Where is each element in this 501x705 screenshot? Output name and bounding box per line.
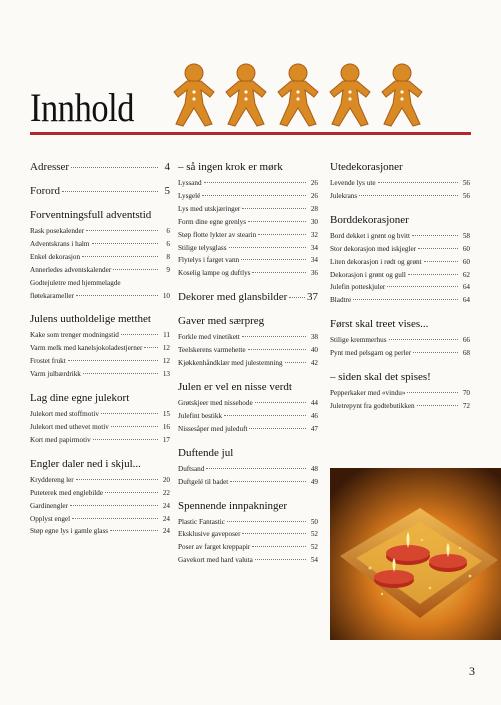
- gingerbread-figure-icon: [222, 62, 270, 128]
- section-heading: Gaver med særpreg: [178, 315, 265, 328]
- toc-section: [30, 160, 170, 174]
- dot-leader: [70, 504, 158, 506]
- dot-leader: [83, 372, 158, 374]
- entry-page: 16: [162, 422, 170, 431]
- toc-entry: [30, 368, 170, 381]
- entry-title: Adventskrans i halm: [30, 239, 90, 248]
- entry-title: Varm julbærdrikk: [30, 370, 81, 379]
- entry-page: 17: [162, 435, 170, 444]
- toc-entry: [30, 500, 170, 513]
- entry-page: 58: [462, 231, 470, 240]
- entry-page: 47: [310, 424, 318, 433]
- dot-leader: [82, 255, 158, 257]
- section-heading: – siden skal det spises!: [330, 371, 431, 384]
- dot-leader: [101, 412, 158, 414]
- entry-title: Levende lys ute: [330, 179, 376, 187]
- dot-leader: [230, 480, 306, 482]
- section-heading: Borddekorasjoner: [330, 213, 409, 226]
- toc-column-1: [30, 160, 170, 548]
- toc-section: [30, 312, 170, 381]
- dot-leader: [227, 520, 306, 522]
- entry-title: Duftgelé til badet: [178, 477, 229, 486]
- dot-leader: [202, 194, 306, 196]
- toc-entry: [178, 203, 318, 216]
- dot-leader: [285, 361, 306, 363]
- entry-page: 30: [310, 217, 318, 226]
- toc-entry: [30, 525, 170, 538]
- dot-leader: [408, 273, 458, 275]
- toc-entry: [178, 410, 318, 423]
- entry-page: 24: [162, 514, 170, 523]
- dot-leader: [417, 404, 458, 406]
- dot-leader: [224, 414, 306, 416]
- entry-title: Duftsand: [178, 464, 205, 473]
- entry-page: 70: [462, 389, 470, 398]
- entry-title: Julekrans: [330, 191, 358, 200]
- dot-leader: [413, 351, 458, 353]
- entry-title: Rask posekalender: [30, 227, 85, 235]
- toc-entry: [178, 541, 318, 554]
- dot-leader: [93, 438, 158, 440]
- entry-title: Julefin potteskjuler: [330, 283, 386, 292]
- toc-section: [178, 160, 318, 280]
- entry-page: 44: [310, 398, 318, 407]
- entry-title: Varm melk med kanelsjokoladestjerner: [30, 344, 143, 353]
- entry-title: Enkel dekorasjon: [30, 252, 81, 261]
- toc-section: [30, 457, 170, 539]
- dot-leader: [111, 425, 158, 427]
- entry-page: 10: [162, 291, 170, 300]
- dot-leader: [389, 338, 459, 340]
- dot-leader: [418, 247, 458, 249]
- toc-section: [330, 160, 470, 203]
- entry-title: Lys med utskjæringer: [178, 204, 241, 213]
- toc-entry: [30, 329, 170, 342]
- dot-leader: [68, 359, 158, 361]
- entry-title: Teelskerens varmehette: [178, 346, 246, 355]
- entry-title: Julefint bestikk: [178, 411, 223, 420]
- entry-title: Kryddereng ler: [30, 475, 74, 484]
- entry-page: 64: [462, 296, 470, 305]
- entry-page: 37: [307, 291, 318, 304]
- entry-page: 72: [462, 401, 470, 410]
- section-heading: Julens uutholdelige metthet: [30, 313, 151, 326]
- toc-entry: [30, 487, 170, 500]
- dot-leader: [86, 229, 158, 231]
- toc-section: [30, 184, 170, 198]
- entry-title: Nissesåper med juleduft: [178, 424, 248, 433]
- toc-column-2: [178, 160, 318, 577]
- dot-leader: [249, 427, 306, 429]
- entry-page: 52: [310, 543, 318, 552]
- toc-entry: [178, 357, 318, 370]
- entry-title: Bladtre: [330, 296, 352, 305]
- toc-entry: [178, 267, 318, 280]
- dot-leader: [121, 333, 158, 335]
- entry-page: 34: [310, 243, 318, 252]
- entry-title: Form dine egne grenlys: [178, 217, 247, 226]
- toc-entry: [178, 554, 318, 567]
- dot-leader: [110, 529, 158, 531]
- entry-title: Annerledes adventskalender: [30, 265, 112, 274]
- entry-page: 20: [162, 475, 170, 484]
- dot-leader: [76, 478, 158, 480]
- entry-title: Julekort med uthevet motiv: [30, 422, 109, 431]
- toc-section: [178, 446, 318, 489]
- dot-leader: [255, 558, 306, 560]
- toc-entry: [330, 281, 470, 294]
- dot-leader: [105, 491, 158, 493]
- toc-entry: [30, 421, 170, 434]
- toc-entry: [30, 408, 170, 421]
- dot-leader: [62, 190, 158, 192]
- toc-entry: [178, 290, 318, 304]
- entry-page: 26: [310, 191, 318, 200]
- toc-entry: [330, 243, 470, 256]
- dot-leader: [242, 335, 306, 337]
- toc-entry: [178, 216, 318, 229]
- toc-entry: [178, 190, 318, 203]
- toc-entry: [30, 264, 170, 277]
- entry-title: Stilige telysglass: [178, 243, 227, 252]
- dot-leader: [289, 296, 305, 298]
- toc-entry: [178, 528, 318, 541]
- toc-entry: [178, 516, 318, 529]
- toc-entry: [330, 230, 470, 243]
- entry-page: 6: [166, 239, 170, 248]
- entry-page: 24: [162, 527, 170, 536]
- entry-page: 48: [310, 464, 318, 473]
- entry-title: fløtekarameller: [30, 291, 74, 300]
- entry-page: 11: [163, 331, 170, 340]
- entry-title: Frostet frukt: [30, 357, 66, 366]
- gingerbread-figure-icon: [326, 62, 374, 128]
- entry-title: Lysgelé: [178, 191, 201, 200]
- title-rule: [30, 132, 471, 135]
- entry-title: Juletrepynt fra godtebutikken: [330, 401, 415, 410]
- entry-title: Dekorer med glansbilder: [178, 291, 288, 304]
- dot-leader: [248, 220, 306, 222]
- toc-entry: [330, 334, 470, 347]
- entry-title: Godtejuletre med hjemmelagde: [30, 278, 121, 287]
- entry-page: 52: [310, 530, 318, 539]
- toc-entry: [330, 256, 470, 269]
- entry-page: 46: [310, 411, 318, 420]
- entry-title: Pynt med pelsgarn og perler: [330, 349, 412, 358]
- entry-title: Stor dekorasjon med iskjegler: [330, 244, 417, 253]
- dot-leader: [242, 532, 306, 534]
- section-heading: – så ingen krok er mørk: [178, 161, 283, 173]
- entry-page: 56: [462, 179, 470, 187]
- entry-title: Gardinengler: [30, 501, 68, 510]
- toc-entry: [30, 342, 170, 355]
- toc-entry: [30, 184, 170, 198]
- toc-section: [178, 290, 318, 304]
- entry-page: 26: [310, 179, 318, 187]
- entry-title: Opplyst engel: [30, 514, 71, 523]
- toc-entry: [330, 347, 470, 360]
- entry-title: Flytelys i farget vann: [178, 256, 240, 265]
- toc-entry: [330, 190, 470, 203]
- toc-entry: [330, 269, 470, 282]
- entry-page: 36: [310, 269, 318, 278]
- section-heading: Spennende innpakninger: [178, 499, 288, 512]
- entry-page: 6: [166, 227, 170, 235]
- section-heading: Forventningsfull adventstid: [30, 209, 152, 221]
- dot-leader: [113, 268, 158, 270]
- toc-entry: [178, 476, 318, 489]
- candle-photo: [330, 468, 501, 640]
- entry-page: 12: [162, 357, 170, 366]
- entry-page: 8: [166, 252, 170, 261]
- entry-title: Forord: [30, 185, 60, 197]
- toc-entry: [178, 344, 318, 357]
- toc-entry: [330, 400, 470, 413]
- floating-candles-image: [330, 468, 501, 640]
- toc-entry: [30, 238, 170, 251]
- gingerbread-figure-icon: [170, 62, 218, 128]
- dot-leader: [72, 517, 158, 519]
- entry-title: Koselig lampe og duftlys: [178, 269, 251, 278]
- dot-leader: [206, 467, 306, 469]
- entry-page: 49: [310, 477, 318, 486]
- toc-section: [178, 380, 318, 436]
- toc-entry: [178, 331, 318, 344]
- dot-leader: [229, 246, 306, 248]
- entry-page: 62: [462, 270, 470, 279]
- entry-page: 50: [310, 517, 318, 526]
- entry-title: Pepperkaker med «vindu»: [330, 389, 406, 398]
- dot-leader: [353, 298, 458, 300]
- entry-page: 42: [310, 359, 318, 368]
- entry-title: Støp flotte lykter av stearin: [178, 230, 257, 239]
- entry-page: 68: [462, 349, 470, 358]
- entry-page: 32: [310, 230, 318, 239]
- toc-entry: [30, 160, 170, 174]
- entry-page: 34: [310, 256, 318, 265]
- entry-page: 64: [462, 283, 470, 292]
- toc-entry: [178, 229, 318, 242]
- toc-section: [330, 213, 470, 307]
- entry-title: Forkle med vinetikett: [178, 333, 240, 342]
- toc-entry: [178, 242, 318, 255]
- entry-title: Gavekort med hard valuta: [178, 556, 253, 565]
- entry-page: 28: [310, 204, 318, 213]
- toc-section: [330, 370, 470, 413]
- section-heading: Julen er vel en nisse verdt: [178, 380, 292, 393]
- entry-title: Puteterek med englebilde: [30, 488, 104, 497]
- dot-leader: [258, 233, 306, 235]
- section-heading: Først skal treet vises...: [330, 318, 429, 331]
- entry-page: 60: [462, 257, 470, 266]
- toc-entry: [330, 294, 470, 307]
- dot-leader: [255, 401, 306, 403]
- dot-leader: [407, 391, 458, 393]
- entry-page: 9: [166, 265, 170, 274]
- dot-leader: [424, 260, 458, 262]
- toc-entry: [30, 355, 170, 368]
- entry-page: 40: [310, 346, 318, 355]
- toc-entry: [30, 513, 170, 526]
- dot-leader: [241, 258, 306, 260]
- section-heading: Duftende jul: [178, 446, 234, 459]
- toc-entry: [30, 434, 170, 447]
- entry-title: Grøtskjeer med nissehode: [178, 398, 253, 407]
- toc-entry: [330, 387, 470, 400]
- toc-entry: [178, 397, 318, 410]
- toc-section: [30, 391, 170, 447]
- entry-title: Dekorasjon i grønt og gull: [330, 270, 406, 279]
- dot-leader: [92, 242, 159, 244]
- page-title: Innhold: [30, 85, 135, 130]
- dot-leader: [252, 271, 306, 273]
- entry-title: Kort med papirmotiv: [30, 435, 91, 444]
- entry-title: Liten dekorasjon i rødt og grønt: [330, 257, 422, 266]
- entry-page: 5: [164, 185, 170, 197]
- entry-title: Lyssand: [178, 179, 202, 187]
- toc-section: [178, 499, 318, 568]
- entry-title: Poser av farget kreppapir: [178, 543, 251, 552]
- toc-entry: [330, 177, 470, 190]
- section-heading: Utedekorasjoner: [330, 161, 403, 173]
- toc-column-3: [330, 160, 470, 423]
- toc-entry: [30, 277, 170, 290]
- toc-entry: [178, 463, 318, 476]
- entry-title: Julekort med stoffmotiv: [30, 410, 99, 419]
- toc-entry: [178, 254, 318, 267]
- entry-title: Kjøkkenhåndklær med julestemning: [178, 359, 283, 368]
- entry-page: 60: [462, 244, 470, 253]
- entry-page: 56: [462, 191, 470, 200]
- entry-page: 54: [310, 556, 318, 565]
- toc-section: [330, 317, 470, 360]
- dot-leader: [412, 234, 458, 236]
- dot-leader: [242, 207, 306, 209]
- toc-section: [178, 314, 318, 370]
- section-heading: Engler daler ned i skjul...: [30, 457, 141, 470]
- page-number: 3: [469, 664, 475, 678]
- entry-title: Plastic Fantastic: [178, 517, 225, 526]
- toc-entry: [178, 423, 318, 436]
- toc-entry: [178, 177, 318, 190]
- entry-page: 24: [162, 501, 170, 510]
- dot-leader: [71, 166, 158, 168]
- entry-title: Stilige kremmerhus: [330, 336, 387, 345]
- section-heading: Lag dine egne julekort: [30, 392, 130, 405]
- dot-leader: [248, 348, 306, 350]
- entry-page: 4: [164, 161, 170, 173]
- gingerbread-figure-icon: [274, 62, 322, 128]
- dot-leader: [76, 294, 158, 296]
- entry-title: Eksklusive gaveposer: [178, 530, 241, 539]
- entry-page: 12: [162, 344, 170, 353]
- dot-leader: [252, 545, 306, 547]
- entry-title: Kake som trenger modningstid: [30, 331, 119, 340]
- entry-page: 38: [310, 333, 318, 342]
- toc-section: [30, 208, 170, 302]
- entry-title: Adresser: [30, 161, 70, 173]
- entry-title: Støp egne lys i gamle glass: [30, 527, 109, 536]
- entry-page: 66: [462, 336, 470, 345]
- toc-entry: [30, 290, 170, 303]
- toc-entry: [30, 225, 170, 238]
- toc-entry: [30, 251, 170, 264]
- dot-leader: [204, 181, 306, 183]
- dot-leader: [359, 194, 458, 196]
- gingerbread-figure-icon: [378, 62, 426, 128]
- entry-page: 22: [162, 488, 170, 497]
- gingerbread-figures: [170, 62, 430, 132]
- dot-leader: [387, 285, 458, 287]
- toc-entry: [30, 474, 170, 487]
- entry-page: 15: [162, 410, 170, 419]
- entry-page: 13: [162, 370, 170, 379]
- dot-leader: [378, 181, 458, 183]
- dot-leader: [144, 346, 158, 348]
- entry-title: Bord dekket i grønt og hvitt: [330, 231, 411, 240]
